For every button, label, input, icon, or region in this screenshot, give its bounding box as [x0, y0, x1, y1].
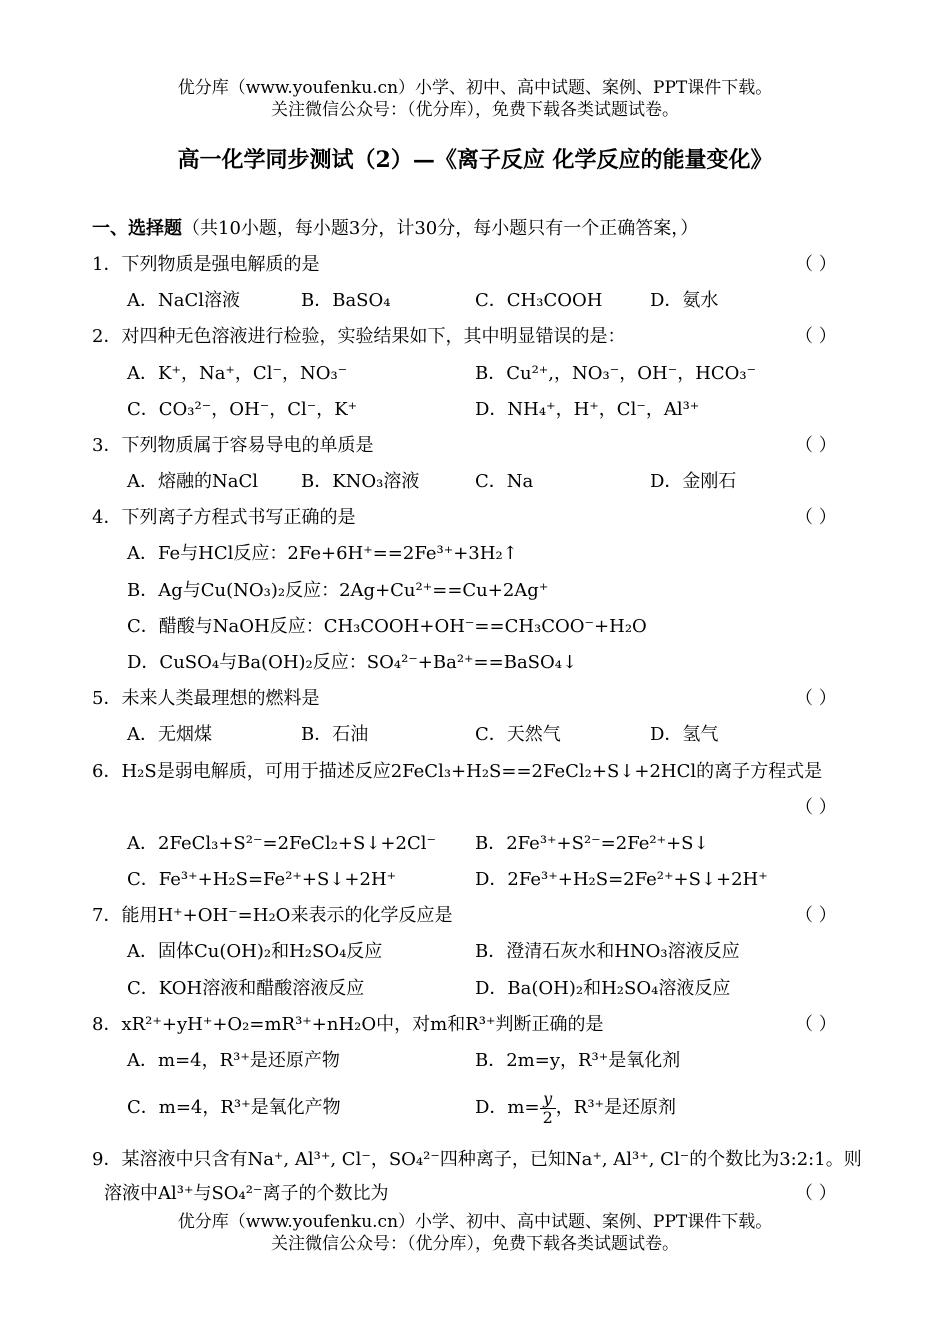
fraction-denominator: 2 [542, 1107, 553, 1127]
q8-option-d-suffix: ，R³⁺是还原剂 [555, 1097, 677, 1118]
question-9-stem-line-2: 溶液中Al³⁺与SO₄²⁻离子的个数比为 [104, 1183, 389, 1204]
fraction-numerator: y [540, 1090, 556, 1109]
q4-option-b: B．Ag与Cu(NO₃)₂反应：2Ag+Cu²⁺==Cu+2Ag⁺ [127, 580, 549, 601]
q7-option-d: D．Ba(OH)₂和H₂SO₄溶液反应 [475, 978, 731, 999]
answer-paren-7: （ ） [795, 905, 837, 926]
q8-option-b: B．2m=y，R³⁺是氧化剂 [475, 1050, 681, 1071]
q3-option-c: C．Na [475, 471, 534, 492]
q8-option-c: C．m=4，R³⁺是氧化产物 [127, 1097, 341, 1118]
q8-option-d [475, 1087, 676, 1129]
question-9-stem-line-1: 9．某溶液中只含有Na⁺, Al³⁺, Cl⁻，SO₄²⁻四种离子，已知Na⁺, Al³⁺, Cl⁻的个数比为3:2:1。则 [92, 1149, 862, 1170]
answer-paren-9: （ ） [795, 1183, 837, 1204]
q5-option-b: B．石油 [301, 724, 369, 745]
q8-option-a: A．m=4，R³⁺是还原产物 [127, 1050, 340, 1071]
answer-paren-4: （ ） [795, 507, 837, 528]
q4-option-d: D．CuSO₄与Ba(OH)₂反应：SO₄²⁻+Ba²⁺==BaSO₄↓ [127, 652, 578, 673]
q3-option-b: B．KNO₃溶液 [301, 471, 420, 492]
answer-paren-6: （ ） [795, 797, 837, 818]
q1-option-c: C．CH₃COOH [475, 290, 603, 311]
q2-option-d: D．NH₄⁺，H⁺，Cl⁻，Al³⁺ [475, 399, 700, 420]
q2-option-c: C．CO₃²⁻，OH⁻，Cl⁻，K⁺ [127, 399, 358, 420]
q4-option-a: A．Fe与HCl反应：2Fe+6H⁺==2Fe³⁺+3H₂↑ [127, 543, 518, 564]
question-8-stem: 8．xR²⁺+yH⁺+O₂=mR³⁺+nH₂O中，对m和R³⁺判断正确的是 [92, 1014, 604, 1035]
q6-option-b: B．2Fe³⁺+S²⁻=2Fe²⁺+S↓ [475, 833, 709, 854]
q5-option-d: D．氢气 [650, 724, 719, 745]
q4-option-c: C．醋酸与NaOH反应：CH₃COOH+OH⁻==CH₃COO⁻+H₂O [127, 616, 647, 637]
footer-line-2: 关注微信公众号：（优分库），免费下载各类试题试卷。 [271, 1234, 679, 1254]
q3-option-a: A．熔融的NaCl [127, 471, 259, 492]
header-line-1: 优分库（www.youfenku.cn）小学、初中、高中试题、案例、PPT课件下载。 [177, 78, 773, 98]
section-heading [92, 217, 698, 241]
answer-paren-1: （ ） [795, 254, 837, 275]
section-label: 一、选择题 [92, 218, 182, 239]
header-line-2: 关注微信公众号：（优分库），免费下载各类试题试卷。 [271, 100, 679, 120]
q1-option-a: A．NaCl溶液 [127, 290, 241, 311]
q1-option-d: D．氨水 [650, 290, 719, 311]
q7-option-b: B．澄清石灰水和HNO₃溶液反应 [475, 941, 740, 962]
question-4-stem: 4．下列离子方程式书写正确的是 [92, 507, 356, 528]
q3-option-d: D．金刚石 [650, 471, 737, 492]
q6-option-d: D．2Fe³⁺+H₂S=2Fe²⁺+S↓+2H⁺ [475, 869, 768, 890]
footer-line-1: 优分库（www.youfenku.cn）小学、初中、高中试题、案例、PPT课件下载。 [177, 1212, 773, 1232]
q2-option-a: A．K⁺，Na⁺，Cl⁻，NO₃⁻ [127, 363, 348, 384]
answer-paren-5: （ ） [795, 688, 837, 709]
question-3-stem: 3．下列物质属于容易导电的单质是 [92, 435, 374, 456]
q7-option-a: A．固体Cu(OH)₂和H₂SO₄反应 [127, 941, 383, 962]
q8-option-d-prefix: D．m= [475, 1097, 540, 1118]
answer-paren-2: （ ） [795, 326, 837, 347]
question-2-stem: 2．对四种无色溶液进行检验，实验结果如下，其中明显错误的是： [92, 326, 626, 347]
answer-paren-8: （ ） [795, 1014, 837, 1035]
section-note: （共10小题，每小题3分，计30分，每小题只有一个正确答案，） [182, 218, 699, 239]
answer-paren-3: （ ） [795, 435, 837, 456]
q6-option-c: C．Fe³⁺+H₂S=Fe²⁺+S↓+2H⁺ [127, 869, 397, 890]
q1-option-b: B．BaSO₄ [301, 290, 391, 311]
question-7-stem: 7．能用H⁺+OH⁻=H₂O来表示的化学反应是 [92, 905, 453, 926]
page-title: 高一化学同步测试（2）—《离子反应 化学反应的能量变化》 [177, 147, 773, 173]
question-1-stem: 1．下列物质是强电解质的是 [92, 254, 320, 275]
q6-option-a: A．2FeCl₃+S²⁻=2FeCl₂+S↓+2Cl⁻ [127, 833, 436, 854]
question-6-stem: 6．H₂S是弱电解质，可用于描述反应2FeCl₃+H₂S==2FeCl₂+S↓+2HCl的离子方程式是 [92, 761, 823, 782]
q7-option-c: C．KOH溶液和醋酸溶液反应 [127, 978, 365, 999]
question-5-stem: 5．未来人类最理想的燃料是 [92, 688, 320, 709]
q5-option-a: A．无烟煤 [127, 724, 212, 745]
q2-option-b: B．Cu²⁺,，NO₃⁻，OH⁻，HCO₃⁻ [475, 363, 757, 384]
q5-option-c: C．天然气 [475, 724, 561, 745]
fraction [540, 1090, 556, 1127]
